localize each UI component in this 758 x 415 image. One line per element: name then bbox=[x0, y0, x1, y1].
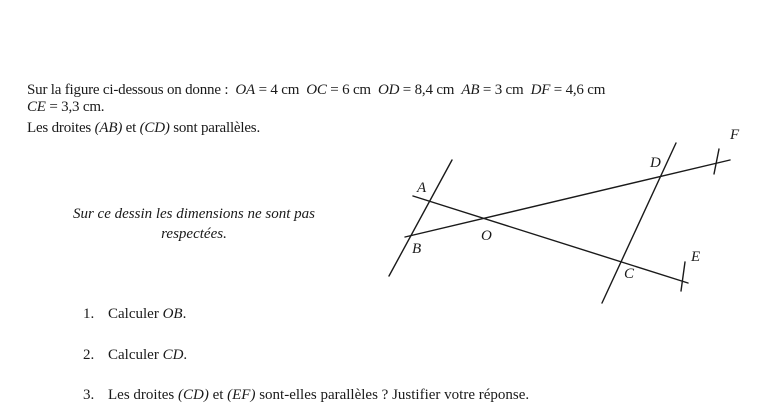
given-value: 8,4 cm bbox=[414, 82, 455, 98]
given-value: 3,3 cm. bbox=[61, 99, 105, 115]
label-d: D bbox=[650, 155, 661, 171]
question-math: (CD) bbox=[177, 387, 209, 403]
line-cd-segment bbox=[602, 143, 676, 303]
question-text: et bbox=[208, 387, 228, 403]
givens-line-2: CE = 3,3 cm. bbox=[27, 99, 105, 115]
line-ab: (AB) bbox=[94, 120, 123, 136]
parallel-mid: et bbox=[122, 120, 140, 136]
question-number: 2. bbox=[83, 347, 95, 363]
question-text: sont-elles parallèles ? Justifier votre réponse. bbox=[255, 387, 530, 403]
given-value: 4 cm bbox=[270, 82, 300, 98]
given-value: 6 cm bbox=[342, 82, 371, 98]
given-name: DF bbox=[530, 82, 551, 98]
question-end: . bbox=[183, 347, 188, 363]
given-value: 3 cm bbox=[494, 82, 524, 98]
givens-prefix: Sur la figure ci-dessous on donne : bbox=[27, 82, 229, 98]
question-text: Calculer bbox=[108, 306, 163, 322]
question-text: Les droites bbox=[108, 387, 178, 403]
line-cd: (CD) bbox=[139, 120, 170, 136]
givens-line: Sur la figure ci-dessous on donne : OA = 4 cm OC = 6 cm OD = 8,4 cm AB = 3 cm DF = 4,6 cm bbox=[27, 82, 606, 98]
note-line-2: respectées. bbox=[161, 226, 227, 242]
question-end: . bbox=[182, 306, 187, 322]
line-ae-segment bbox=[413, 196, 688, 283]
question-math: CD bbox=[162, 347, 184, 363]
parallel-suffix: sont parallèles. bbox=[169, 120, 260, 136]
given-name: OA bbox=[235, 82, 256, 98]
given-name: OC bbox=[306, 82, 327, 98]
line-bf-segment bbox=[405, 160, 730, 237]
parallel-prefix: Les droites bbox=[27, 120, 95, 136]
given-name: AB bbox=[461, 82, 480, 98]
line-ab-segment bbox=[389, 160, 452, 276]
question-math: OB bbox=[162, 306, 183, 322]
question-1 bbox=[83, 305, 186, 323]
label-b: B bbox=[412, 241, 422, 257]
tick-e bbox=[681, 262, 685, 291]
given-name: CE bbox=[27, 99, 46, 115]
question-3 bbox=[83, 386, 529, 404]
question-math: (EF) bbox=[227, 387, 256, 403]
given-name: OD bbox=[377, 82, 400, 98]
question-number: 3. bbox=[83, 387, 95, 403]
label-c: C bbox=[624, 266, 635, 282]
question-2 bbox=[83, 346, 187, 364]
label-o: O bbox=[481, 228, 492, 244]
question-number: 1. bbox=[83, 306, 95, 322]
label-f: F bbox=[730, 127, 740, 143]
note-line-1: Sur ce dessin les dimensions ne sont pas bbox=[72, 206, 316, 222]
tick-f bbox=[714, 149, 719, 174]
given-value: 4,6 cm bbox=[565, 82, 606, 98]
label-e: E bbox=[691, 249, 701, 265]
label-a: A bbox=[417, 180, 427, 196]
question-text: Calculer bbox=[108, 347, 163, 363]
